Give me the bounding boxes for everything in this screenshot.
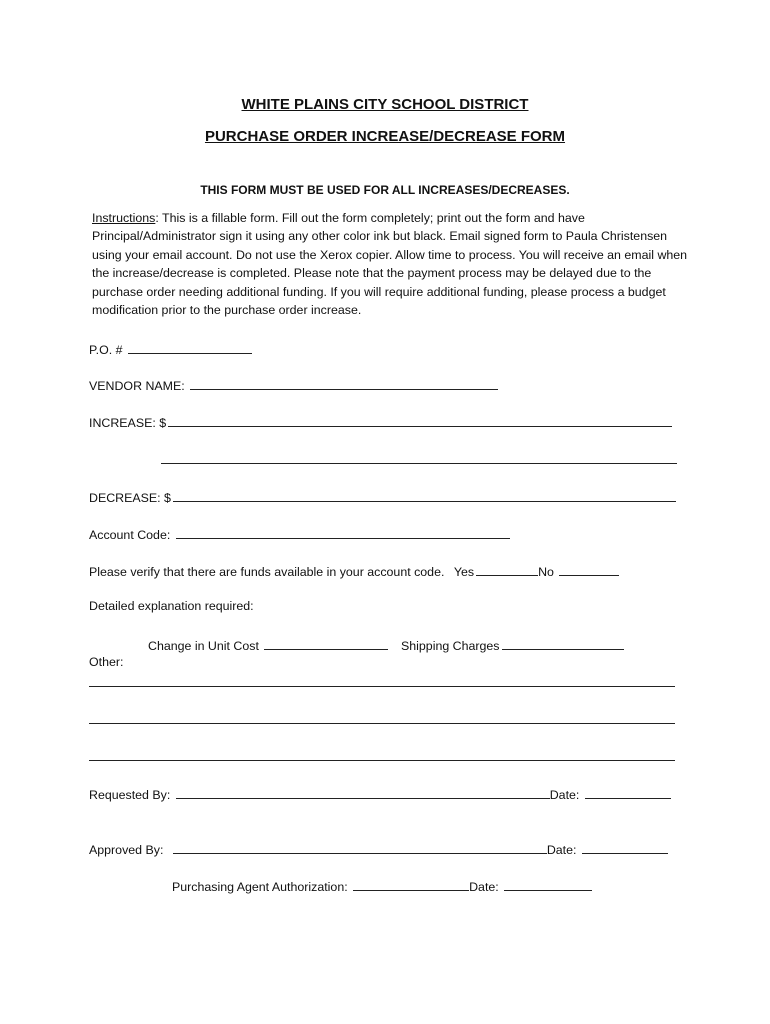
unit-cost-label: Change in Unit Cost [148, 639, 259, 653]
po-number-field[interactable] [128, 340, 252, 354]
po-number-row [89, 340, 252, 357]
yes-field[interactable] [476, 562, 538, 576]
increase-amount-field[interactable] [168, 413, 672, 427]
approved-by-field[interactable] [173, 840, 547, 854]
instructions-text: : This is a fillable form. Fill out the form completely; print out the form and have Principal/Administrator sign it using any other color ink but black. Email signed form to Paula Christensen using your email account. Do not use the Xerox copier. Allow time to process. You will receive an email when the increase/decrease is completed. Please note that the payment process may be delayed due to the purchase order needing additional funding. If you will require additional funding, please process a budget modification prior to the purchase order increase. [92, 211, 688, 318]
requested-by-label: Requested By: [89, 788, 171, 802]
unit-cost-row [148, 636, 388, 653]
account-code-label: Account Code: [89, 528, 171, 542]
account-code-row [89, 525, 510, 542]
funds-verify-row [89, 562, 619, 579]
agent-date-field[interactable] [504, 877, 592, 891]
increase-continuation-field[interactable] [161, 463, 677, 464]
purchasing-agent-row [172, 877, 592, 894]
other-line-3[interactable] [89, 760, 675, 761]
approved-by-row [89, 840, 668, 857]
vendor-name-field[interactable] [190, 376, 498, 390]
instructions-paragraph [92, 209, 692, 319]
purchasing-agent-label: Purchasing Agent Authorization: [172, 880, 348, 894]
shipping-label: Shipping Charges [401, 639, 500, 653]
other-label: Other: [89, 655, 124, 669]
no-field[interactable] [559, 562, 619, 576]
vendor-name-row [89, 376, 498, 393]
explanation-label: Detailed explanation required: [89, 599, 254, 613]
approved-date-label: Date: [546, 843, 577, 857]
requested-by-field[interactable] [176, 785, 550, 799]
increase-row [89, 413, 672, 430]
form-notice: THIS FORM MUST BE USED FOR ALL INCREASES/DECREASES. [200, 183, 570, 197]
funds-verify-label: Please verify that there are funds available in your account code. [89, 565, 445, 579]
increase-label: INCREASE: $ [89, 416, 167, 430]
purchasing-agent-field[interactable] [353, 877, 469, 891]
account-code-field[interactable] [176, 525, 510, 539]
yes-label: Yes [453, 565, 475, 579]
requested-by-row [89, 785, 671, 802]
approved-date-field[interactable] [582, 840, 668, 854]
form-title: PURCHASE ORDER INCREASE/DECREASE FORM [204, 128, 566, 145]
decrease-amount-field[interactable] [173, 488, 676, 502]
vendor-name-label: VENDOR NAME: [89, 379, 185, 393]
requested-date-field[interactable] [585, 785, 671, 799]
other-line-2[interactable] [89, 723, 675, 724]
approved-by-label: Approved By: [89, 843, 164, 857]
unit-cost-field[interactable] [264, 636, 388, 650]
shipping-field[interactable] [502, 636, 624, 650]
decrease-label: DECREASE: $ [89, 491, 171, 505]
no-label: No [538, 565, 554, 579]
po-number-label: P.O. # [89, 343, 123, 357]
decrease-row [89, 488, 676, 505]
district-title: WHITE PLAINS CITY SCHOOL DISTRICT [241, 96, 529, 113]
agent-date-label: Date: [469, 880, 499, 894]
instructions-label: Instructions [92, 211, 156, 225]
other-line-1[interactable] [89, 686, 675, 687]
shipping-row [401, 636, 624, 653]
requested-date-label: Date: [549, 788, 580, 802]
